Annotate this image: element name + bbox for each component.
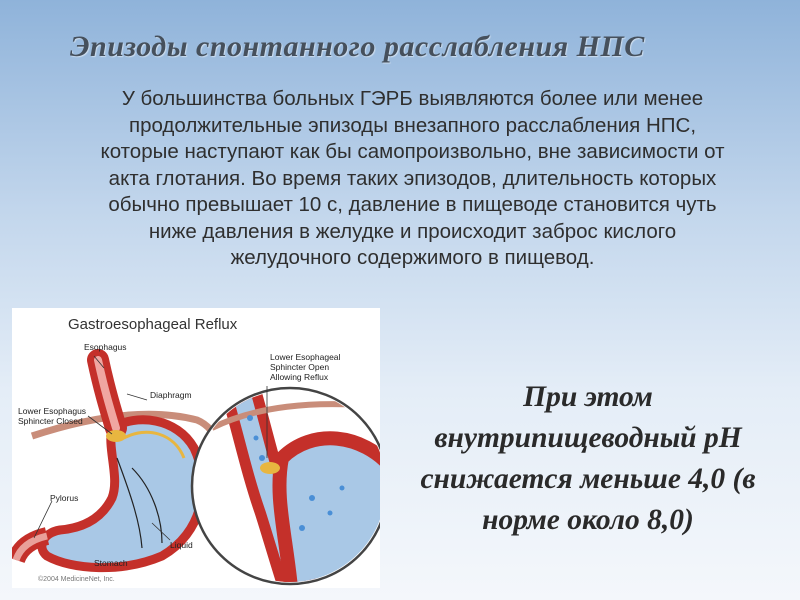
label-pylorus: Pylorus — [50, 493, 79, 503]
label-les-closed: Lower Esophagus — [18, 406, 87, 416]
callout-line: внутрипищеводный рН — [434, 422, 742, 454]
ph-callout — [388, 377, 788, 541]
callout-line: При этом — [523, 381, 653, 413]
reflux-illustration — [12, 308, 380, 588]
label-diaphragm: Diaphragm — [150, 390, 192, 400]
label-les-closed-2: Sphincter Closed — [18, 416, 83, 426]
label-les-open-2: Sphincter Open — [270, 362, 330, 372]
paragraph-line: обычно превышает 10 с, давление в пищеводе становится чуть — [108, 193, 717, 216]
callout-line: норме около 8,0) — [482, 504, 694, 536]
paragraph-line: акта глотания. Во время таких эпизодов, длительность которых — [108, 166, 717, 190]
callout-line: снижается меньше 4,0 (в — [420, 463, 756, 495]
label-liquid: Liquid — [170, 540, 193, 550]
figure-title: Gastroesophageal Reflux — [68, 316, 238, 333]
label-esophagus: Esophagus — [84, 342, 127, 352]
paragraph-line: У большинства больных ГЭРБ выявляются более или менее — [121, 87, 704, 110]
paragraph-line: желудочного содержимого в пищевод. — [230, 246, 595, 269]
label-stomach: Stomach — [94, 558, 128, 568]
label-les-open: Lower Esophageal — [270, 352, 341, 362]
figure-copyright: ©2004 MedicineNet, Inc. — [38, 576, 115, 583]
reflux-diagram — [12, 308, 380, 588]
paragraph-line: продолжительные эпизоды внезапного расслабления НПС, — [128, 113, 697, 137]
body-paragraph — [25, 86, 800, 272]
slide-title: Эпизоды спонтанного расслабления НПС — [70, 30, 645, 63]
paragraph-line: которые наступают как бы самопроизвольно, вне зависимости от — [100, 140, 725, 163]
label-les-open-3: Allowing Reflux — [270, 372, 329, 382]
paragraph-line: ниже давления в желудке и происходит заброс кислого — [148, 219, 677, 243]
